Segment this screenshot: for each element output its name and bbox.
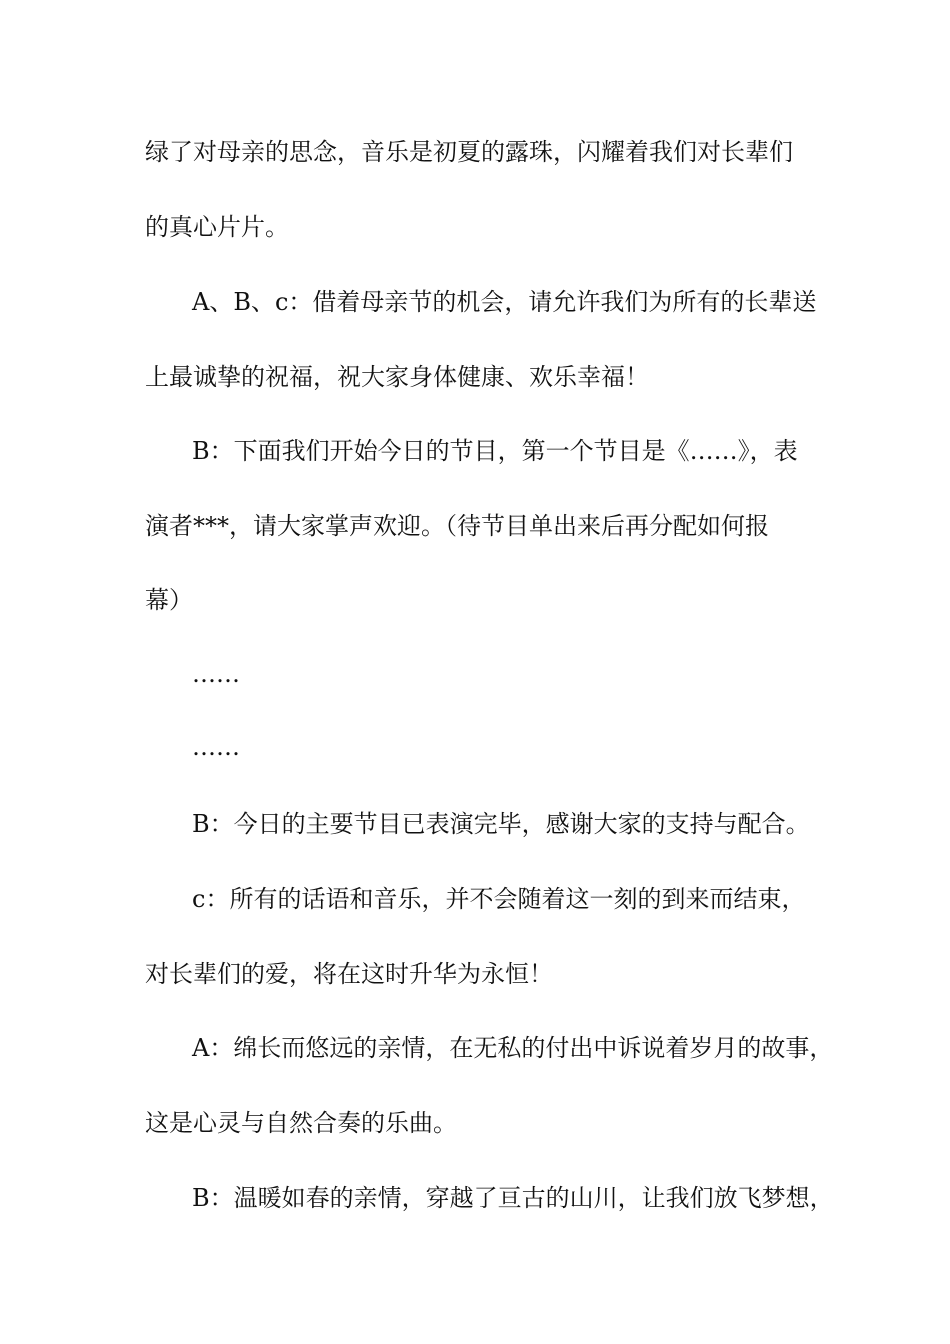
ellipsis-line: …… [192,733,240,761]
paragraph-start-line: B：今日的主要节目已表演完毕，感谢大家的支持与配合。 [192,810,810,838]
text-line: 幕） [145,586,193,614]
text-line: 上最诚挚的祝福，祝大家身体健康、欢乐幸福！ [145,363,649,391]
text-line: 绿了对母亲的思念，音乐是初夏的露珠，闪耀着我们对长辈们 [145,138,793,166]
ellipsis-line: …… [192,660,240,688]
text-line: 演者***，请大家掌声欢迎。（待节目单出来后再分配如何报 [145,512,769,540]
text-line: 这是心灵与自然合奏的乐曲。 [145,1109,457,1137]
paragraph-start-line: A、B、c：借着母亲节的机会，请允许我们为所有的长辈送 [192,288,817,316]
text-line: 的真心片片。 [145,213,289,241]
paragraph-start-line: c：所有的话语和音乐，并不会随着这一刻的到来而结束， [192,885,806,913]
text-line: 对长辈们的爱，将在这时升华为永恒！ [145,960,553,988]
paragraph-start-line: B：温暖如春的亲情，穿越了亘古的山川，让我们放飞梦想， [192,1184,834,1212]
paragraph-start-line: A：绵长而悠远的亲情，在无私的付出中诉说着岁月的故事， [192,1034,834,1062]
paragraph-start-line: B：下面我们开始今日的节目，第一个节目是《……》，表 [192,437,798,465]
